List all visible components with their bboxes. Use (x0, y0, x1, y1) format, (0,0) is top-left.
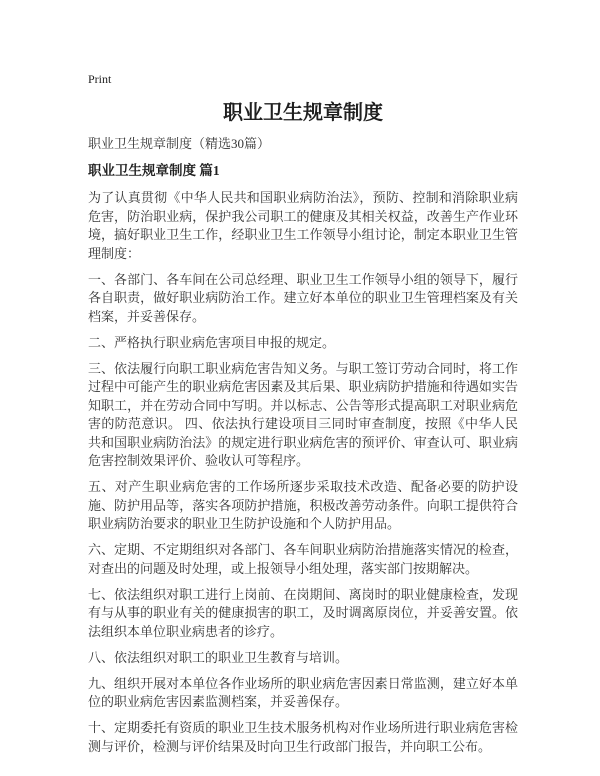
paragraph-item-9: 九、组织开展对本单位各作业场所的职业病危害因素日常监测，建立好本单位的职业病危害因素监测档案，并妥善保存。 (88, 675, 518, 709)
paragraph-item-6: 六、定期、不定期组织对各部门、各车间职业病防治措施落实情况的检查，对查出的问题及时处理，或上报领导小组处理，落实部门按期解决。 (88, 542, 518, 576)
paragraph-item-7: 七、依法组织对职工进行上岗前、在岗期间、离岗时的职业健康检查，发现有与从事的职业有关的健康损害的职工，及时调离原岗位，并妥善安置。依法组织本单位职业病患者的诊疗。 (88, 586, 518, 639)
paragraph-item-2: 二、严格执行职业病危害项目申报的规定。 (88, 334, 336, 350)
paragraph-intro: 为了认真贯彻《中华人民共和国职业病防治法》，预防、控制和消除职业病危害，防治职业病，保护我公司职工的健康及其相关权益，改善生产作业环境，搞好职业卫生工作，经职业卫生工作领导小组讨论，制定本职业卫生管理制度： (88, 190, 518, 261)
paragraph-item-5: 五、对产生职业病危害的工作场所逐步采取技术改造、配备必要的防护设施、防护用品等，落实各项防护措施，积极改善劳动条件。向职工提供符合职业病防治要求的职业卫生防护设施和个人防护用品。 (88, 479, 518, 531)
document-body (88, 189, 518, 756)
paragraph-item-10: 十、定期委托有资质的职业卫生技术服务机构对作业场所进行职业病危害检测与评价，检测与评价结果及时向卫生行政部门报告，并向职工公布。 (88, 720, 518, 754)
page-title: 职业卫生规章制度 (223, 102, 383, 124)
paragraph-item-1: 一、各部门、各车间在公司总经理、职业卫生工作领导小组的领导下，履行各自职责，做好职业病防治工作。建立好本单位的职业卫生管理档案及有关档案，并妥善保存。 (88, 271, 518, 324)
paragraph-item-8: 八、依法组织对职工的职业卫生教育与培训。 (88, 649, 349, 665)
document-subtitle: 职业卫生规章制度（精选30篇） (88, 136, 271, 151)
print-link[interactable]: Print (88, 72, 112, 86)
section-heading: 职业卫生规章制度 篇1 (88, 163, 220, 178)
paragraph-item-3-4: 三、依法履行向职工职业病危害告知义务。与职工签订劳动合同时，将工作过程中可能产生的职业病危害因素及其后果、职业病防护措施和待遇如实告知职工，并在劳动合同中写明。并以标志、公告等形式提高职工对职业病危害的防范意识。 四、依法执行建设项目三同时审查制度，按照《中华人民共和国职业病防治法》的规定进行职业病危害的预评价、审查认可、职业病危害控制效果评价、验收认可等程序。 (88, 360, 518, 468)
